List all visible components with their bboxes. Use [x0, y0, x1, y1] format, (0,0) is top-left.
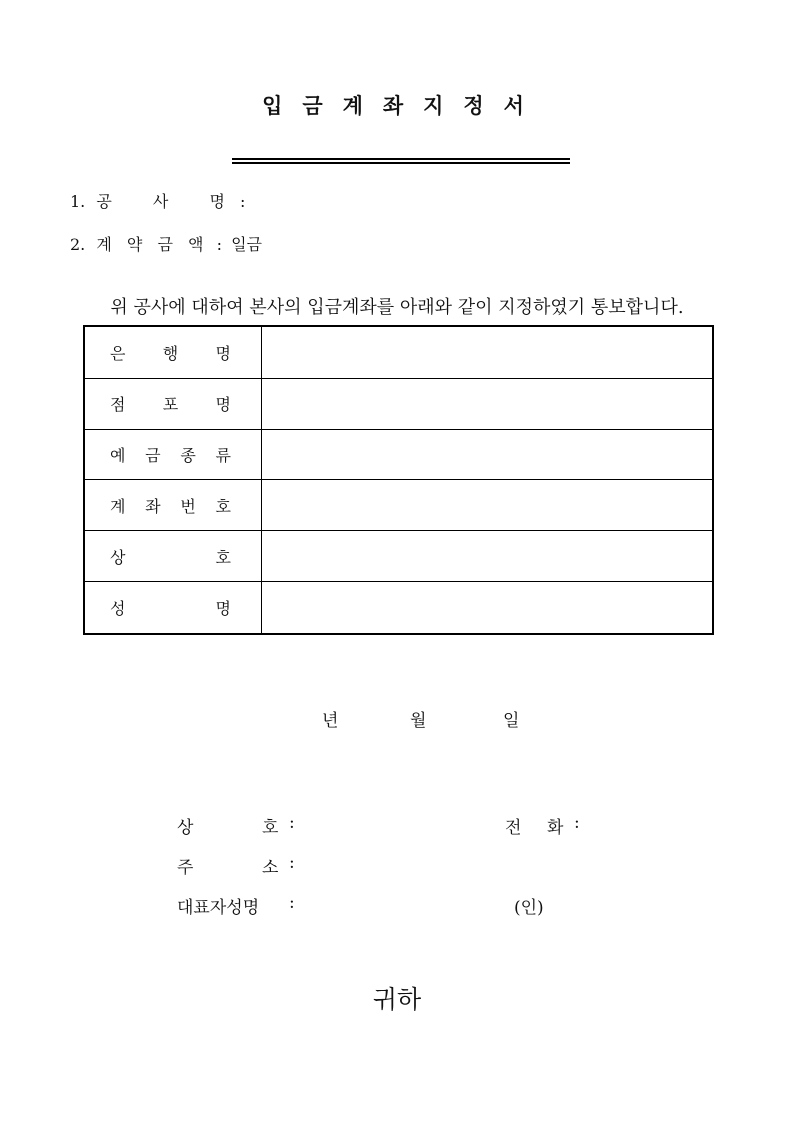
- label-char: 계: [110, 496, 126, 516]
- row-label-deposit-type: [84, 429, 262, 480]
- title-underline-bottom: [232, 162, 570, 164]
- date-month-label: 월: [410, 711, 427, 731]
- row-label-account-number: [84, 480, 262, 531]
- label-char: 점: [110, 395, 126, 415]
- row-label-bank-name: [84, 326, 262, 378]
- row-label-company-name: [84, 531, 262, 582]
- table-row: [84, 429, 713, 480]
- label-char: 명: [215, 599, 231, 619]
- sig-address-separator: :: [289, 853, 295, 873]
- label-char: 호: [215, 496, 231, 516]
- row-label-person-name: [84, 582, 262, 634]
- label-char: 사: [152, 192, 169, 211]
- field-value: 일금: [231, 235, 263, 254]
- label-char: 명: [215, 343, 231, 363]
- field-project-name: [70, 189, 259, 212]
- intro-statement: 위 공사에 대하여 본사의 입금계좌를 아래와 같이 지정하였기 통보합니다.: [110, 297, 684, 318]
- label-char: 류: [215, 445, 231, 465]
- sig-company-separator: :: [289, 813, 295, 833]
- row-value-company-name[interactable]: [262, 531, 714, 582]
- field-separator: :: [240, 192, 246, 211]
- label-char: 명: [209, 192, 225, 211]
- table-row: [84, 326, 713, 378]
- label-char: 행: [162, 343, 179, 363]
- label-char: 은: [110, 343, 126, 363]
- row-value-branch-name[interactable]: [262, 378, 714, 429]
- label-char: 성: [110, 599, 126, 619]
- label-char: 약: [126, 235, 143, 254]
- sig-address-char: 주: [177, 858, 194, 878]
- label-char: 좌: [145, 496, 161, 516]
- sig-representative-label: 대표자성명: [177, 898, 260, 918]
- row-label-branch-name: [84, 378, 262, 429]
- row-value-deposit-type[interactable]: [262, 429, 714, 480]
- label-char: 금: [145, 445, 161, 465]
- table-row: [84, 531, 713, 582]
- table-row: [84, 378, 713, 429]
- sig-representative-separator: :: [289, 893, 295, 913]
- document-title: 입금계좌지정서: [262, 94, 544, 118]
- label-char: 계: [96, 235, 112, 254]
- label-char: 공: [96, 192, 112, 211]
- title-underline-top: [232, 158, 570, 160]
- sig-company-char: 상: [177, 818, 194, 838]
- label-char: 번: [180, 496, 196, 516]
- row-value-account-number[interactable]: [262, 480, 714, 531]
- label-char: 종: [180, 445, 196, 465]
- sig-address-char: 소: [262, 858, 279, 878]
- date-day-label: 일: [503, 711, 520, 731]
- sig-phone-separator: :: [574, 813, 580, 833]
- label-char: 명: [215, 395, 231, 415]
- date-year-label: 년: [322, 711, 339, 731]
- closing-honorific: 귀하: [372, 985, 422, 1014]
- row-value-bank-name[interactable]: [262, 326, 714, 378]
- sig-phone-char: 전: [505, 818, 522, 838]
- label-char: 예: [110, 445, 126, 465]
- label-char: 액: [188, 235, 204, 254]
- table-row: [84, 582, 713, 634]
- field-contract-amount: [70, 232, 262, 255]
- label-char: 상: [110, 547, 126, 567]
- account-table: [83, 325, 714, 635]
- field-number: 2.: [70, 235, 86, 254]
- row-value-person-name[interactable]: [262, 582, 714, 634]
- label-char: 호: [215, 547, 231, 567]
- label-char: 포: [162, 395, 179, 415]
- seal-mark: (인): [514, 898, 544, 918]
- sig-company-char: 호: [262, 818, 279, 838]
- label-char: 금: [157, 235, 173, 254]
- sig-phone-char: 화: [547, 818, 564, 838]
- table-row: [84, 480, 713, 531]
- field-number: 1.: [70, 192, 86, 211]
- field-separator: :: [216, 235, 222, 254]
